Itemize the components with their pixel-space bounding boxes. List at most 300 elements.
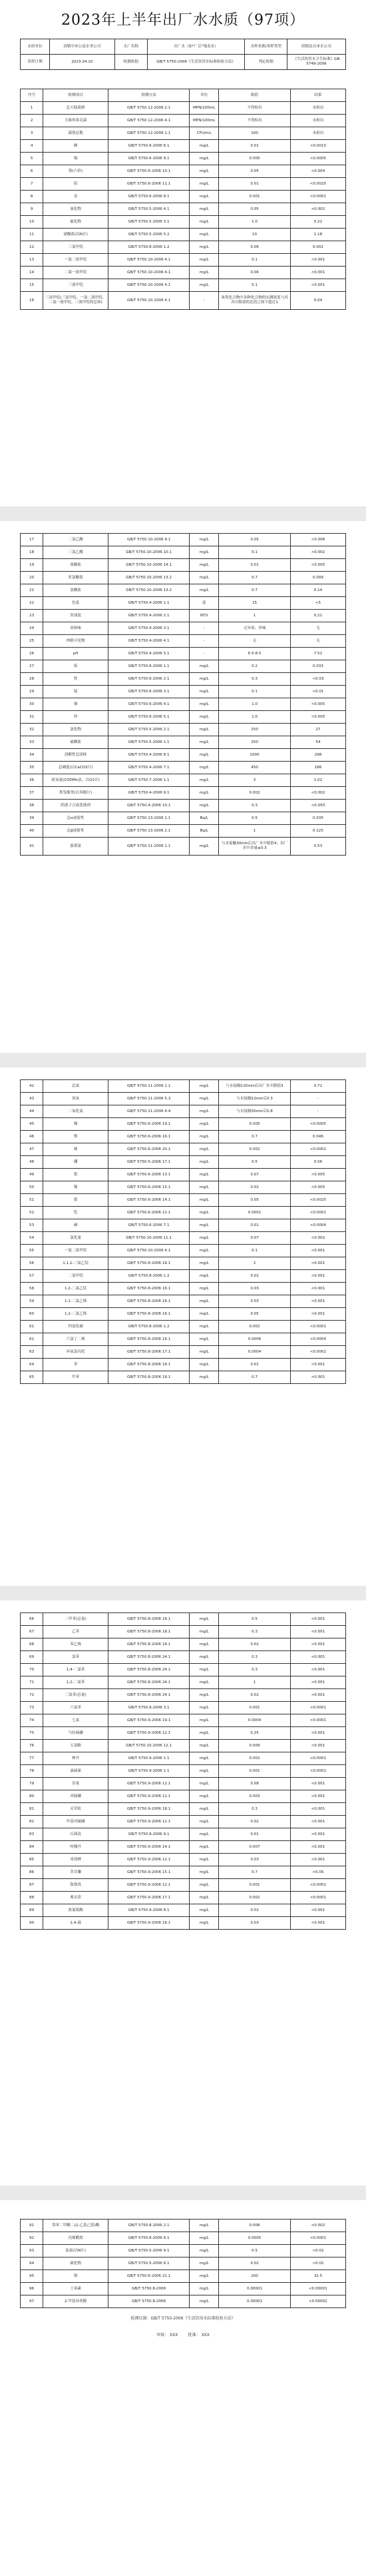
table-cell: <0.002	[290, 787, 345, 800]
table-cell: <0.005	[290, 698, 345, 711]
table-cell: GB/T 5750.8-2006 17.1	[108, 1346, 190, 1359]
table-cell: mg/L	[190, 1143, 219, 1156]
table-cell: mg/L	[190, 279, 219, 292]
table-cell: mg/L	[190, 1131, 219, 1143]
table-cell: 31	[21, 711, 43, 724]
table-cell: <0.001	[290, 1904, 345, 1917]
table-cell: 甲基对硫磷	[43, 1816, 108, 1828]
table-cell: mg/L	[190, 1828, 219, 1841]
table-row	[21, 153, 346, 165]
table-row	[21, 241, 346, 254]
table-row	[21, 673, 346, 686]
table-row	[21, 2220, 346, 2232]
table-row	[21, 572, 346, 584]
table-cell: GB/T 5750.5-2006 5.2	[108, 229, 190, 241]
table-cell: 57	[21, 1270, 43, 1283]
table-cell: 不得检出	[219, 102, 291, 115]
table-cell: 54	[21, 1232, 43, 1245]
table-cell: GB/T 5750.5-2006 6.1	[108, 2257, 190, 2270]
table-cell: 0.01	[219, 140, 291, 153]
table-cell: 氯苯	[43, 1651, 108, 1664]
table-row	[21, 686, 346, 698]
page-separator	[0, 1053, 366, 1067]
table-cell: mg/L	[190, 1219, 219, 1232]
table-cell: mg/L	[190, 1333, 219, 1346]
table-cell: GB/T 5750.10-2006 13.2	[108, 572, 190, 584]
table-cell: <0.0001	[290, 2232, 345, 2245]
column-header: 单位	[190, 89, 219, 102]
table-cell: mg/L	[190, 1156, 219, 1169]
table-cell: mg/L	[190, 1359, 219, 1371]
table-cell: <0.001	[290, 1245, 345, 1257]
table-cell: 44	[21, 1105, 43, 1118]
table-cell: 15	[219, 597, 291, 610]
table-cell: 0.002	[219, 1892, 291, 1904]
table-cell: 锌	[43, 711, 108, 724]
table-cell: 49	[21, 1169, 43, 1181]
table-cell: NTU	[190, 610, 219, 622]
table-cell: GB/T 5750.8-2006 24.1	[108, 1676, 190, 1689]
table-cell: 22	[21, 597, 43, 610]
table-row	[21, 2283, 346, 2295]
table-cell: 95	[21, 2270, 43, 2283]
table-cell: GB/T 5750.6-2006 11.1	[108, 178, 190, 191]
table-row	[21, 787, 346, 800]
table-row	[21, 2232, 346, 2245]
table-cell: MPN/100mL	[190, 102, 219, 115]
table-cell: <0.0001	[290, 1321, 345, 1333]
table-cell: 0.08	[219, 1778, 291, 1790]
table-cell: mg/L	[190, 1245, 219, 1257]
table-cell: GB/T 5750.8-2006 16.1	[108, 1308, 190, 1321]
table-cell: 50	[21, 1181, 43, 1194]
table-row	[21, 1118, 346, 1131]
table-cell: 0.00001	[219, 2283, 291, 2295]
table-cell: GB/T 5750.9-2006 15.1	[108, 1866, 190, 1879]
table-row	[21, 1232, 346, 1245]
table-cell: 26	[21, 648, 43, 660]
table-cell: GB/T 5750.6-2006 15.1	[108, 1181, 190, 1194]
table-row	[21, 1638, 346, 1651]
table-cell: <0.0001	[290, 1765, 345, 1778]
table-cell: GB/T 5750.5-2006 9.1	[108, 2245, 190, 2257]
table-cell: GB/T 5750.12-2006 2.1	[108, 102, 190, 115]
table-cell: <0.001	[290, 1638, 345, 1651]
table-row	[21, 140, 346, 153]
table-cell: mg/L	[190, 1803, 219, 1816]
table-cell: 16	[21, 292, 43, 310]
table-cell: 60	[21, 1308, 43, 1321]
table-cell: 35	[21, 762, 43, 774]
table-cell: mg/L	[190, 1093, 219, 1105]
table-cell: GB/T 5750.8-2006 24.1	[108, 1689, 190, 1702]
table-cell: 37	[21, 787, 43, 800]
table-cell: 0.00001	[219, 2295, 291, 2308]
table-cell: CFU/mL	[190, 127, 219, 140]
table-cell: 52	[21, 1207, 43, 1219]
table-cell: 83	[21, 1828, 43, 1841]
table-cell: 溶解性总固体	[43, 749, 108, 762]
table-cell: 三氯甲烷	[43, 241, 108, 254]
table-cell: 0.5	[219, 812, 291, 825]
table-cell: 度	[190, 597, 219, 610]
table-cell: 与水接触30min后0.8	[219, 1105, 291, 1118]
table-row	[21, 203, 346, 216]
table-cell: 0.1	[219, 254, 291, 267]
table-cell: 0.002	[290, 241, 345, 254]
table-cell: GB/T 5750.9-2006 12.1	[108, 1790, 190, 1803]
table-cell: 0.01	[219, 559, 291, 572]
table-cell: mg/L	[190, 787, 219, 800]
table-cell: 土臭素	[43, 2283, 108, 2295]
info-row	[21, 55, 346, 70]
table-cell: <0.001	[290, 267, 345, 279]
report-page-1	[20, 5, 346, 310]
table-cell: mg/L	[190, 1169, 219, 1181]
table-cell: Bq/L	[190, 812, 219, 825]
table-cell: GB/T 5750.5-2006 17.1	[108, 1156, 190, 1169]
result-table-5	[20, 2219, 346, 2308]
table-cell: 三卤甲烷(三氯甲烷、一氯二溴甲烷、二氯一溴甲烷、三溴甲烷的总和)	[43, 292, 108, 310]
table-cell: mg/L	[190, 1207, 219, 1219]
table-cell: 铬(六价)	[43, 165, 108, 178]
table-cell: 32.5	[290, 2270, 345, 2283]
table-row	[21, 1917, 346, 1930]
table-cell: mg/L	[190, 153, 219, 165]
table-cell: GB/T 5750.10-2006 4.1	[108, 292, 190, 310]
table-cell: 0.001	[219, 1765, 291, 1778]
table-cell: 3	[219, 774, 291, 787]
table-cell: 0.009	[290, 572, 345, 584]
table-row	[21, 1308, 346, 1321]
table-cell: GB/T 5750.9-2006 3.1	[108, 1702, 190, 1714]
table-cell: 铍	[43, 1143, 108, 1156]
table-cell: <0.001	[290, 1371, 345, 1384]
table-row	[21, 1346, 346, 1359]
table-row	[21, 216, 346, 229]
table-cell: 2	[219, 1257, 291, 1270]
table-cell: GB/T 5750.6-2006 9.1	[108, 153, 190, 165]
table-cell: mg/L	[190, 546, 219, 559]
table-cell: 0.0006	[219, 1333, 291, 1346]
table-cell: 0.002	[219, 1143, 291, 1156]
table-cell: 0.05	[219, 534, 291, 546]
table-cell: 百菌清	[43, 1828, 108, 1841]
table-cell: 8	[21, 191, 43, 203]
table-cell: 二氯甲烷	[43, 1270, 108, 1283]
table-cell: <0.001	[290, 1727, 345, 1740]
table-cell: <0.0001	[290, 1714, 345, 1727]
table-cell: GB/T 5750.4-2006 8.1	[108, 749, 190, 762]
table-row	[21, 1131, 346, 1143]
table-cell: 1,1,1-三氯乙烷	[43, 1257, 108, 1270]
table-row	[21, 724, 346, 736]
table-cell: GB/T 5750.11-2006 5.3	[108, 1093, 190, 1105]
table-cell: 0.7	[219, 1131, 291, 1143]
table-cell: mg/L	[190, 724, 219, 736]
table-cell: mg/L	[190, 254, 219, 267]
table-row	[21, 1702, 346, 1714]
table-row	[21, 1295, 346, 1308]
table-row	[21, 774, 346, 787]
result-table-3	[20, 1079, 346, 1384]
table-cell: 甲苯	[43, 1371, 108, 1384]
table-cell: 81	[21, 1803, 43, 1816]
table-cell: 5	[21, 153, 43, 165]
table-row	[21, 2257, 346, 2270]
table-cell: 0.02	[219, 1689, 291, 1702]
table-cell: 0.02	[219, 1638, 291, 1651]
table-cell: 1	[219, 610, 291, 622]
table-row	[21, 825, 346, 838]
table-row	[21, 1105, 346, 1118]
table-cell: GB/T 5750.10-2006 4.1	[108, 254, 190, 267]
table-cell: 与水接触120min后出厂水中限值3	[219, 1080, 291, 1093]
table-cell: 0.005	[219, 1118, 291, 1131]
table-cell: GB/T 5750.5-2006 2.1	[108, 724, 190, 736]
table-cell: mg/L	[190, 1765, 219, 1778]
table-cell: 1,1-二氯乙烯	[43, 1295, 108, 1308]
table-cell: 溴氰菊酯	[43, 1904, 108, 1917]
table-cell: 70	[21, 1664, 43, 1676]
table-row	[21, 1080, 346, 1093]
table-cell: 溴酸盐	[43, 559, 108, 572]
table-cell: GB/T 5750.4-2006 1.1	[108, 597, 190, 610]
table-row	[21, 800, 346, 812]
table-cell: 34	[21, 749, 43, 762]
table-row	[21, 1664, 346, 1676]
table-cell: 亚氯酸盐	[43, 572, 108, 584]
table-cell: 13	[21, 254, 43, 267]
table-cell: GB/T 5750.10-2006 13.2	[108, 584, 190, 597]
table-cell: 53	[21, 1219, 43, 1232]
table-cell: 58	[21, 1283, 43, 1295]
table-cell: GB/T 5750.4-2006 3.1	[108, 622, 190, 635]
table-cell: 0.007	[219, 1841, 291, 1854]
table-cell: mg/L	[190, 1105, 219, 1118]
table-cell: mg/L	[190, 1283, 219, 1295]
column-header: 检测项目	[43, 89, 108, 102]
approver-label: 批准：	[188, 2333, 200, 2337]
table-cell: mg/L	[190, 1892, 219, 1904]
table-cell: 无异臭、异味	[219, 622, 291, 635]
table-cell: 0.033	[290, 660, 345, 673]
table-cell: GB/T 5750.6-2006 3.1	[108, 686, 190, 698]
table-cell: 未检出	[290, 102, 345, 115]
table-cell: GB/T 5750.8-2006 16.1	[108, 1257, 190, 1270]
table-cell: 灭草松	[43, 1803, 108, 1816]
info-cell: 采样日期	[21, 55, 50, 70]
table-cell: 0.72	[290, 1080, 345, 1093]
table-row	[21, 279, 346, 292]
result-table-4	[20, 1612, 346, 1930]
table-cell: 苯	[43, 1359, 108, 1371]
table-row	[21, 1866, 346, 1879]
table-cell: 菌落总数	[43, 127, 108, 140]
table-cell: mg/L	[190, 762, 219, 774]
table-cell: 63	[21, 1346, 43, 1359]
table-cell: GB/T 5750.8-2006 18.1	[108, 1359, 190, 1371]
info-cell: 2023.04.10	[50, 55, 115, 70]
table-cell: GB/T 5750.8-2006	[108, 2295, 190, 2308]
reviewer-name: XXX	[170, 2333, 178, 2337]
table-cell: GB/T 5750.8-2006 1.2	[108, 1321, 190, 1333]
table-cell: GB/T 5750.10-2006 4.1	[108, 279, 190, 292]
table-row	[21, 534, 346, 546]
signature-line	[20, 2331, 346, 2337]
table-cell: 1	[21, 102, 43, 115]
table-row	[21, 597, 346, 610]
report-page-4	[20, 1612, 346, 1930]
table-cell: 20	[21, 572, 43, 584]
table-cell: 氯酸盐	[43, 584, 108, 597]
table-cell: 0.0004	[219, 1714, 291, 1727]
column-header: 检测方法	[108, 89, 190, 102]
table-cell: <0.001	[290, 1664, 345, 1676]
table-cell: 72	[21, 1689, 43, 1702]
table-cell: mg/L	[190, 1778, 219, 1790]
table-cell: 51	[21, 1194, 43, 1207]
table-cell: 0.05	[219, 165, 291, 178]
table-cell: mg/L	[190, 1613, 219, 1626]
table-cell: -	[190, 648, 219, 660]
table-header-row	[21, 89, 346, 102]
table-cell: <0.02	[290, 2245, 345, 2257]
table-row	[21, 1676, 346, 1689]
table-cell: GB/T 5750.6-2006 2.1	[108, 673, 190, 686]
table-cell: 74	[21, 1714, 43, 1727]
table-row	[21, 610, 346, 622]
table-cell: 19	[21, 559, 43, 572]
table-row	[21, 165, 346, 178]
table-cell: <0.001	[290, 1613, 345, 1626]
table-cell: 73	[21, 1702, 43, 1714]
table-cell: mg/L	[190, 1879, 219, 1892]
table-cell: 0.7	[219, 584, 291, 597]
table-cell: 大肠埃希氏菌	[43, 115, 108, 127]
table-cell: 0.04	[290, 292, 345, 310]
table-cell: 耗氧量(CODMn法，以O2计)	[43, 774, 108, 787]
table-cell: 林丹	[43, 1752, 108, 1765]
table-cell: 呋喃丹	[43, 1841, 108, 1854]
table-cell: 铁	[43, 673, 108, 686]
table-cell: mg/L	[190, 584, 219, 597]
info-row	[21, 39, 346, 55]
table-cell: 41	[21, 838, 43, 856]
table-cell: GB/T 5750.8-2006 16.1	[108, 1283, 190, 1295]
table-cell: 45	[21, 1118, 43, 1131]
table-cell: 65	[21, 1371, 43, 1384]
table-row	[21, 292, 346, 310]
table-row	[21, 1359, 346, 1371]
table-cell: 15	[21, 279, 43, 292]
table-cell: GB/T 5750.6-2006 8.1	[108, 191, 190, 203]
table-cell: 0.035	[290, 812, 345, 825]
table-cell: mg/L	[190, 1866, 219, 1879]
table-cell: 1.0	[219, 698, 291, 711]
table-cell: GB/T 5750.9-2006 12.1	[108, 1778, 190, 1790]
table-cell: GB/T 5750.13-2006 2.1	[108, 825, 190, 838]
table-cell: <0.004	[290, 165, 345, 178]
table-cell: mg/L	[190, 534, 219, 546]
table-cell: -	[290, 1105, 345, 1118]
table-cell: 与水接触30min后出厂水中限值4，出厂水中余量≥0.3	[219, 838, 291, 856]
table-cell: 0.01	[219, 1828, 291, 1841]
table-cell: <0.0004	[290, 1333, 345, 1346]
table-cell: <0.005	[290, 1169, 345, 1181]
table-cell: 0.05	[219, 1194, 291, 1207]
table-cell: 47	[21, 1143, 43, 1156]
table-cell: 敌敌畏	[43, 1879, 108, 1892]
table-cell: 硼	[43, 1156, 108, 1169]
table-cell: <0.001	[290, 1295, 345, 1308]
table-cell: mg/L	[190, 1638, 219, 1651]
table-cell: 0.1	[219, 279, 291, 292]
table-cell: 0.1	[219, 686, 291, 698]
table-cell: <0.0002	[290, 1346, 345, 1359]
table-cell: 1	[219, 825, 291, 838]
table-cell: 91	[21, 2220, 43, 2232]
table-cell: <0.001	[290, 1257, 345, 1270]
table-cell: 铝	[43, 660, 108, 673]
table-cell: 毒死蜱	[43, 1854, 108, 1866]
table-cell: GB/T 5750.6-2006 20.1	[108, 1143, 190, 1156]
table-row	[21, 191, 346, 203]
table-cell: 0.0001	[219, 1207, 291, 1219]
table-cell: 7.52	[290, 648, 345, 660]
table-cell: <0.0001	[290, 1892, 345, 1904]
table-cell: mg/L	[190, 1917, 219, 1930]
table-cell: mg/L	[190, 1181, 219, 1194]
table-cell: mg/L	[190, 178, 219, 191]
table-cell: <0.0005	[290, 1118, 345, 1131]
table-cell: mg/L	[190, 1752, 219, 1765]
table-row	[21, 1740, 346, 1752]
table-cell: mg/L	[190, 2232, 219, 2245]
table-cell: 未检出	[290, 127, 345, 140]
table-cell: 氯化物	[43, 724, 108, 736]
table-row	[21, 1879, 346, 1892]
table-cell: <0.0001	[290, 1207, 345, 1219]
table-cell: 36	[21, 774, 43, 787]
table-cell: 0.05	[219, 1308, 291, 1321]
table-cell: 38	[21, 800, 43, 812]
table-cell: mg/L	[190, 1118, 219, 1131]
table-cell: 12	[21, 241, 43, 254]
table-cell: 21	[21, 584, 43, 597]
table-cell: GB/T 5750.6-2006 13.1	[108, 1169, 190, 1181]
table-row	[21, 1156, 346, 1169]
table-row	[21, 1257, 346, 1270]
column-header: 序号	[21, 89, 43, 102]
table-row	[21, 229, 346, 241]
table-cell: 78	[21, 1765, 43, 1778]
table-cell: <0.0025	[290, 178, 345, 191]
table-cell: GB/T 5750.4-2006 2.1	[108, 610, 190, 622]
table-cell: 54	[290, 736, 345, 749]
table-cell: 四氯化碳	[43, 1321, 108, 1333]
table-cell: 69	[21, 1651, 43, 1664]
table-cell: 92	[21, 2232, 43, 2245]
info-cell: GB/T 5750-2006《生活饮用水标准检验方法》	[147, 55, 245, 70]
table-cell: mg/L	[190, 1727, 219, 1740]
table-cell: <0.001	[290, 1740, 345, 1752]
table-cell: GB/T 5750.8-2006 2.1	[108, 2220, 190, 2232]
table-cell: <0.05	[290, 1866, 345, 1879]
table-cell: 64	[21, 1359, 43, 1371]
table-cell: 17	[21, 534, 43, 546]
table-cell: 银	[43, 1194, 108, 1207]
